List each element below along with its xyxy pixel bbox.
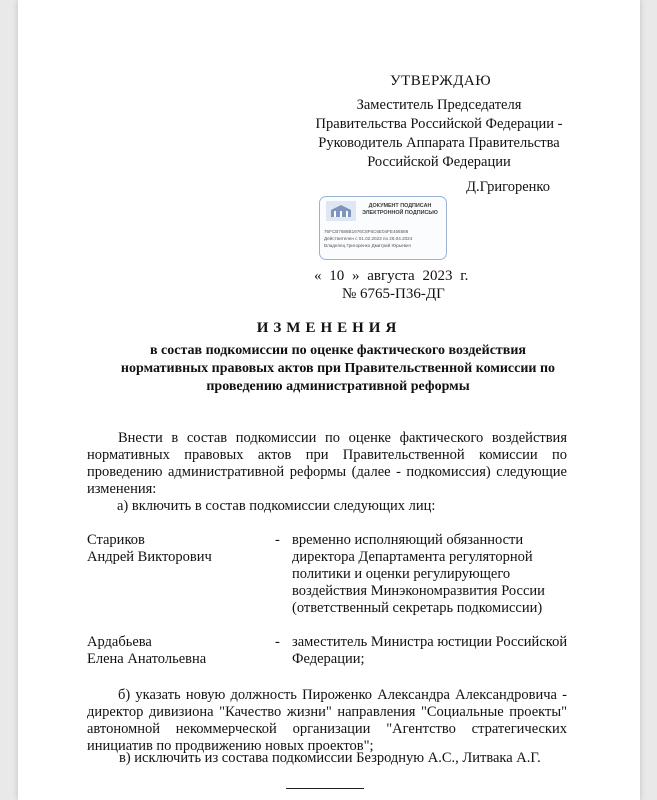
closing-rule	[286, 788, 364, 789]
stamp-title: ДОКУМЕНТ ПОДПИСАН	[368, 203, 432, 209]
signer-name: Д.Григоренко	[466, 179, 550, 195]
document-date: « 10 » августа 2023 г.	[314, 268, 469, 284]
member-surname: Стариков	[87, 532, 145, 548]
item-a: а) включить в состав подкомиссии следующих лиц:	[117, 498, 436, 514]
approval-position	[18, 96, 564, 172]
member-description: заместитель Министра юстиции Российской Федерации;	[292, 634, 568, 667]
member-description: временно исполняющий обязанности директора Департамента регуляторной политики и оценки регулирующего воздействия Минэкономразвития России (ответственный секретарь подкомиссии)	[292, 532, 545, 616]
member-dash: -	[275, 532, 280, 548]
position-line: Российской Федерации	[367, 154, 511, 170]
stamp-owner: Владелец Григоренко Дмитрий Юрьевич	[324, 243, 411, 248]
electronic-signature-stamp	[319, 196, 447, 260]
position-line: Правительства Российской Федерации -	[315, 116, 563, 132]
member-surname: Ардабьева	[87, 634, 152, 650]
approval-title: УТВЕРЖДАЮ	[390, 73, 492, 89]
document-page	[18, 0, 640, 800]
document-heading: ИЗМЕНЕНИЯ	[256, 320, 402, 336]
position-line: Заместитель Председателя	[356, 97, 522, 113]
position-line: Руководитель Аппарата Правительства	[318, 135, 560, 151]
member-given-name: Андрей Викторович	[87, 549, 212, 565]
member-name	[87, 634, 206, 668]
item-b: б) указать новую должность Пироженко Александра Александровича - директор дивизиона "Качество жизни" направления "Социальные проекты" автономной некоммерческой организации "Агентство стратегических инициатив по продвижению новых проектов";	[87, 687, 567, 754]
emblem-icon	[326, 201, 356, 221]
document-number: № 6765-П36-ДГ	[342, 286, 445, 302]
member-name	[87, 532, 212, 566]
item-c: в) исключить из состава подкомиссии Безродную А.С., Литвака А.Г.	[119, 750, 541, 766]
stamp-subtitle: ЭЛЕКТРОННОЙ ПОДПИСЬЮ	[362, 209, 438, 216]
document-subtitle: в состав подкомиссии по оценке фактического воздействия нормативных правовых актов при Правительственной комиссии по проведению административной реформы	[120, 343, 556, 394]
stamp-cert: 76FCB7688B1976C8F6C6E04FE456586	[324, 229, 409, 234]
intro-paragraph: Внести в состав подкомиссии по оценке фактического воздействия нормативных правовых актов при Правительственной комиссии по проведению административной реформы (далее - подкомиссия) следующие изменения:	[87, 430, 567, 497]
member-given-name: Елена Анатольевна	[87, 651, 207, 667]
member-dash: -	[275, 634, 280, 650]
stamp-valid: Действителен с 01.02.2023 по 26.04.2024	[324, 236, 413, 241]
